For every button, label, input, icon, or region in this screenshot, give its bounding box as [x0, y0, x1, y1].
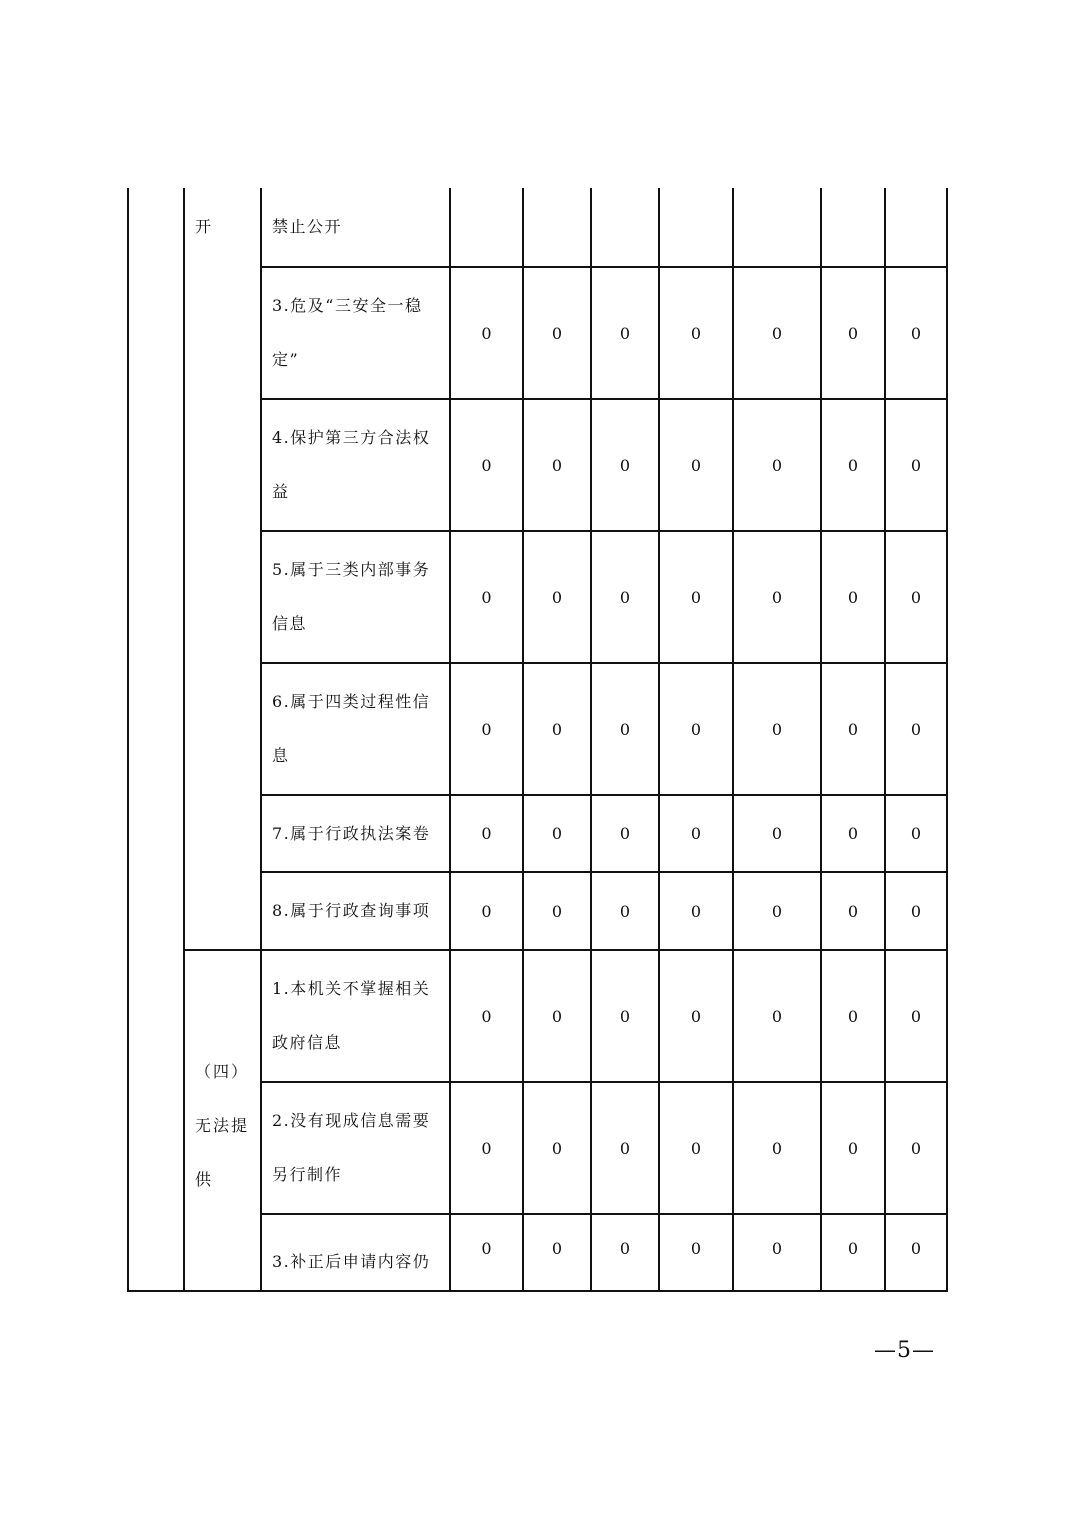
item-label-cell — [261, 188, 450, 267]
item-label: 另行制作 — [272, 1165, 343, 1184]
value-cell: 0 — [885, 1214, 947, 1291]
value-cell: 0 — [733, 663, 821, 795]
value-cell: 0 — [450, 950, 523, 1082]
item-label-cell — [261, 267, 450, 399]
value-cell: 0 — [733, 795, 821, 872]
item-label: 7.属于行政执法案卷 — [272, 823, 431, 843]
value-cell: 0 — [885, 663, 947, 795]
value-cell: 0 — [733, 531, 821, 663]
value-cell: 0 — [733, 267, 821, 399]
value-cell: 0 — [885, 267, 947, 399]
value-cell: 0 — [450, 531, 523, 663]
value-cell: 0 — [591, 795, 659, 872]
value-cell: 0 — [733, 1214, 821, 1291]
value-cell: 0 — [523, 1082, 591, 1214]
value-cell: 0 — [523, 795, 591, 872]
value-cell: 0 — [523, 399, 591, 531]
value-cell: 0 — [591, 1082, 659, 1214]
value-cell: 0 — [450, 1214, 523, 1291]
value-cell: 0 — [523, 267, 591, 399]
value-cell: 0 — [885, 531, 947, 663]
value-cell: 0 — [659, 399, 733, 531]
item-label-cell — [261, 399, 450, 531]
item-label: 4.保护第三方合法权 — [272, 428, 431, 447]
item-label: 6.属于四类过程性信 — [272, 692, 431, 711]
value-cell: 0 — [591, 267, 659, 399]
value-cell: 0 — [659, 663, 733, 795]
category-cell — [184, 188, 261, 950]
value-cell: 0 — [659, 1082, 733, 1214]
category-text: 开 — [195, 217, 214, 236]
value-cell: 0 — [450, 663, 523, 795]
disclosure-statistics-table — [127, 188, 948, 1292]
item-label: 3.危及“三安全一稳 — [272, 296, 423, 315]
value-cell: 0 — [733, 399, 821, 531]
value-cell: 0 — [523, 663, 591, 795]
value-cell: 0 — [659, 531, 733, 663]
value-cell: 0 — [591, 872, 659, 950]
value-cell: 0 — [821, 795, 885, 872]
value-cell: 0 — [450, 1082, 523, 1214]
item-label: 政府信息 — [272, 1033, 343, 1052]
item-label: 信息 — [272, 614, 308, 633]
value-cell: 0 — [821, 1214, 885, 1291]
page-number: —5— — [874, 1338, 935, 1363]
value-cell: 0 — [450, 267, 523, 399]
value-cell: 0 — [659, 872, 733, 950]
value-cell — [591, 188, 659, 267]
value-cell: 0 — [821, 872, 885, 950]
value-cell: 0 — [885, 872, 947, 950]
value-cell: 0 — [591, 663, 659, 795]
value-cell: 0 — [659, 1214, 733, 1291]
value-cell: 0 — [591, 399, 659, 531]
value-cell: 0 — [821, 1082, 885, 1214]
value-cell: 0 — [523, 531, 591, 663]
value-cell: 0 — [591, 1214, 659, 1291]
value-cell: 0 — [523, 1214, 591, 1291]
value-cell: 0 — [450, 399, 523, 531]
value-cell: 0 — [821, 663, 885, 795]
value-cell: 0 — [885, 950, 947, 1082]
value-cell: 0 — [885, 1082, 947, 1214]
value-cell: 0 — [733, 1082, 821, 1214]
item-label: 禁止公开 — [272, 217, 343, 236]
item-label-cell — [261, 795, 450, 872]
value-cell: 0 — [821, 531, 885, 663]
value-cell: 0 — [523, 950, 591, 1082]
value-cell — [450, 188, 523, 267]
value-cell: 0 — [523, 872, 591, 950]
value-cell: 0 — [733, 872, 821, 950]
value-cell: 0 — [821, 399, 885, 531]
value-cell: 0 — [821, 267, 885, 399]
value-cell: 0 — [821, 950, 885, 1082]
item-label: 益 — [272, 482, 290, 501]
item-label: 5.属于三类内部事务 — [272, 560, 431, 579]
value-cell: 0 — [591, 950, 659, 1082]
value-cell: 0 — [733, 950, 821, 1082]
value-cell: 0 — [591, 531, 659, 663]
value-cell — [523, 188, 591, 267]
category-text: 无法提 — [195, 1115, 250, 1135]
item-label-cell — [261, 950, 450, 1082]
value-cell: 0 — [885, 795, 947, 872]
value-cell: 0 — [659, 950, 733, 1082]
item-label-cell — [261, 1214, 450, 1291]
category-text: （四） — [195, 1061, 250, 1081]
item-label: 8.属于行政查询事项 — [272, 901, 431, 920]
item-label: 1.本机关不掌握相关 — [272, 979, 431, 998]
item-label: 3.补正后申请内容仍 — [272, 1252, 431, 1271]
value-cell: 0 — [450, 872, 523, 950]
value-cell — [659, 188, 733, 267]
category-text: 供 — [195, 1169, 214, 1189]
value-cell: 0 — [659, 795, 733, 872]
value-cell — [821, 188, 885, 267]
value-cell: 0 — [885, 399, 947, 531]
item-label: 息 — [272, 746, 290, 765]
value-cell: 0 — [450, 795, 523, 872]
item-label: 定” — [272, 350, 300, 369]
value-cell: 0 — [659, 267, 733, 399]
category-cell — [184, 950, 261, 1291]
item-label-cell — [261, 663, 450, 795]
value-cell — [733, 188, 821, 267]
table-row — [128, 950, 947, 1082]
item-label-cell — [261, 531, 450, 663]
outer-category-cell — [128, 188, 184, 1291]
item-label-cell — [261, 872, 450, 950]
item-label: 2.没有现成信息需要 — [272, 1111, 431, 1130]
table-row — [128, 188, 947, 267]
item-label-cell — [261, 1082, 450, 1214]
value-cell — [885, 188, 947, 267]
